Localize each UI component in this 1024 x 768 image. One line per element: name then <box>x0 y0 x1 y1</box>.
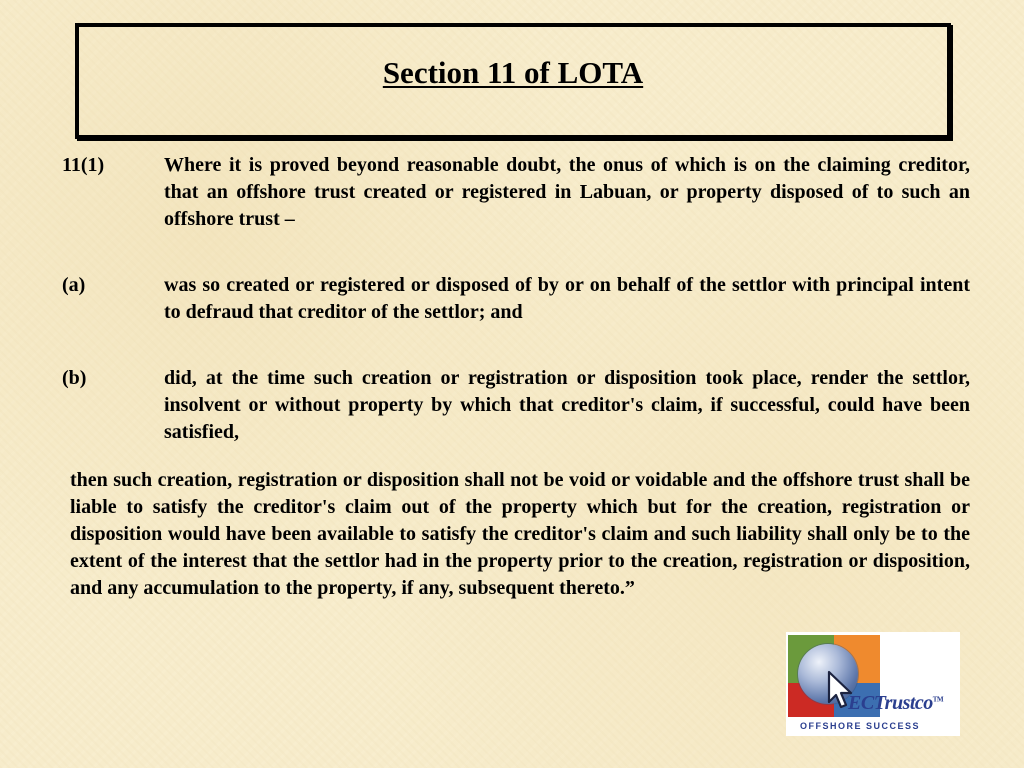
logo-brand: ECTrustco™ <box>848 692 944 714</box>
clause-label: (b) <box>62 367 87 389</box>
logo-tagline: OFFSHORE SUCCESS <box>800 721 921 731</box>
clause-label: (a) <box>62 274 86 296</box>
clause-b <box>62 365 970 446</box>
clause-text: Where it is proved beyond reasonable doubt, the onus of which is on the claiming creditor, that an offshore trust created or registered in Labuan, or property disposed of to such an offshore trust – <box>164 154 970 230</box>
clause-label: 11(1) <box>62 154 105 176</box>
title-box <box>75 23 951 139</box>
ectrustco-logo <box>786 632 960 736</box>
clause-a <box>62 272 970 326</box>
clause-text: did, at the time such creation or registration or disposition took place, render the settlor, insolvent or without property by which that creditor's claim, if successful, could have been satisfied, <box>164 367 970 443</box>
closing-paragraph: then such creation, registration or disposition shall not be void or voidable and the offshore trust shall be liable to satisfy the creditor's claim out of the property which but for the creation, registration or disposition would have been available to satisfy the creditor's claim and such liability shall only be to the extent of the interest that the settlor had in the property prior to the creation, registration or disposition, and any accumulation to the property, if any, subsequent thereto.” <box>70 469 970 599</box>
clause-11-1 <box>62 152 970 233</box>
page-title: Section 11 of LOTA <box>382 55 644 90</box>
clause-text: was so created or registered or disposed of by or on behalf of the settlor with principal intent to defraud that creditor of the settlor; and <box>164 274 970 323</box>
